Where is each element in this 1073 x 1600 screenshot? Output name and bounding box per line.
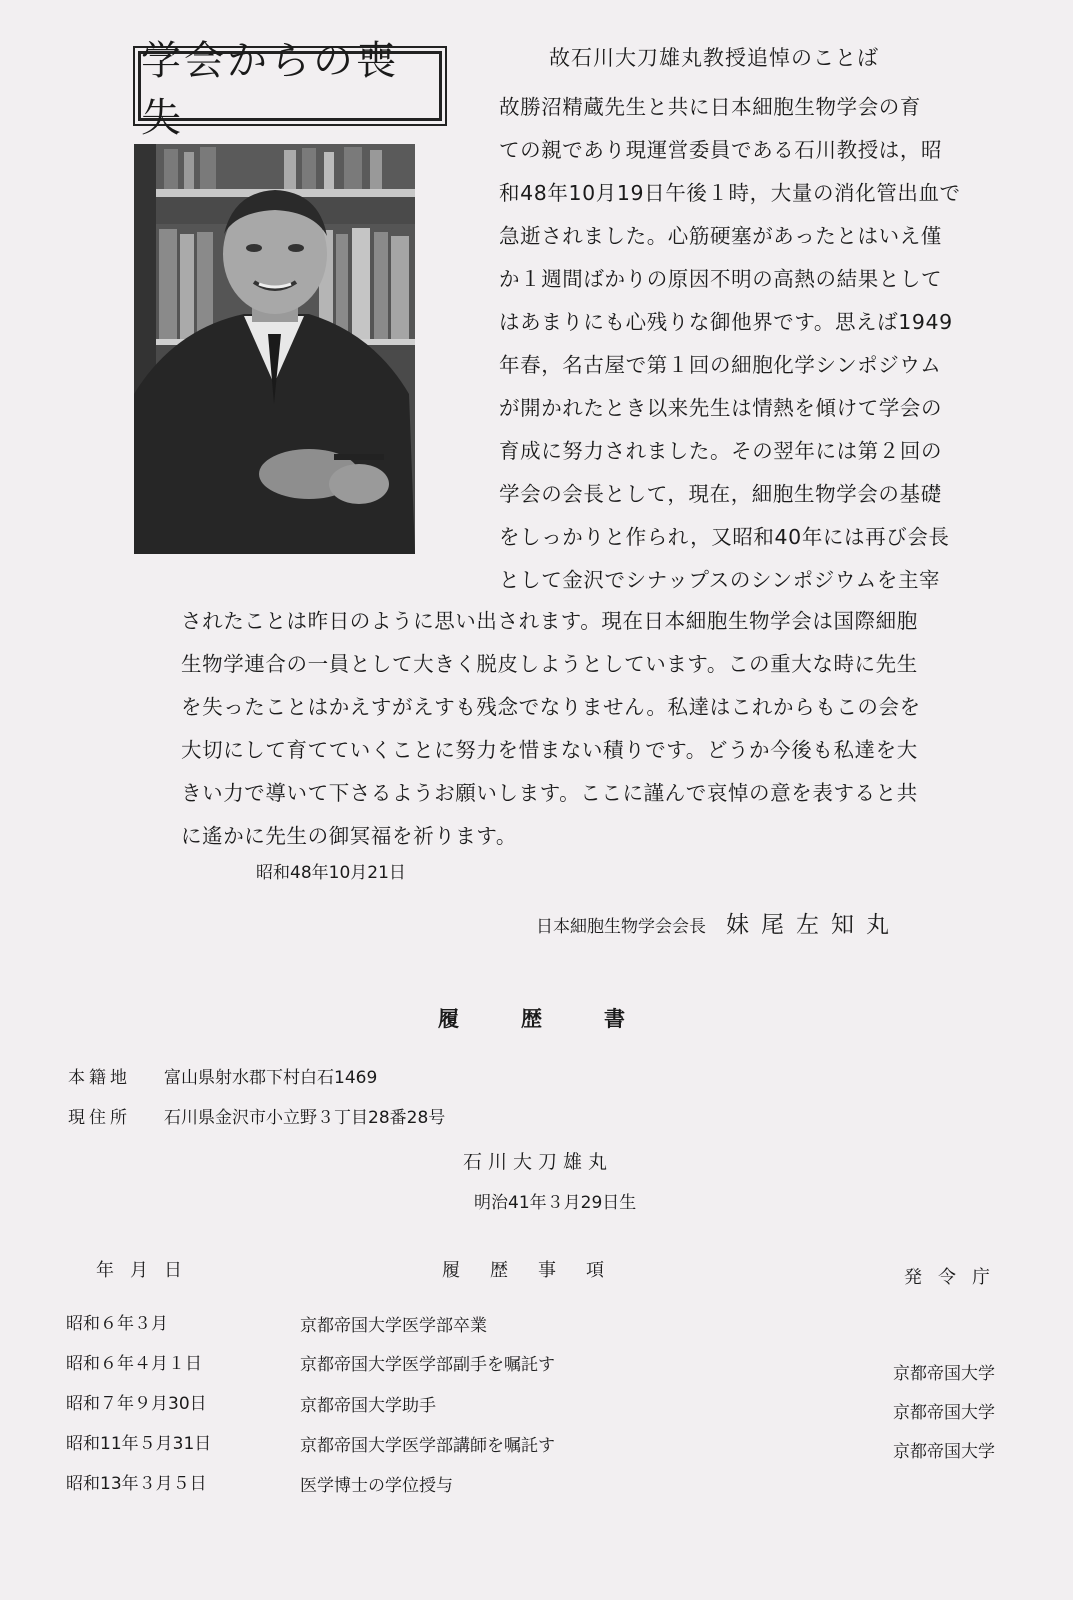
cv-name: 石川大刀雄丸 [463,1151,614,1173]
row-office: 京都帝国大学 [893,1442,995,1462]
memorial-line: として金沢でシナップスのシンポジウムを主宰 [499,568,941,592]
cv-birth: 明治41年３月29日生 [474,1193,637,1213]
header-event: 履歴事項 [442,1260,634,1281]
memorial-line: 大切にして育てていくことに努力を惜まない積りです。どうか今後も私達を大 [181,738,918,762]
row-date: 昭和11年５月31日 [66,1434,212,1454]
memorial-line: 急逝されました。心筋硬塞があったとはいえ僅 [499,224,942,248]
section-title-box [133,38,447,141]
row-date: 昭和６年３月 [66,1314,168,1334]
cv-honseki [68,1063,377,1088]
header-office: 発令庁 [904,1267,1006,1288]
honseki-label: 本籍地 [68,1068,131,1088]
memorial-line: が開かれたとき以来先生は情熱を傾けて学会の [499,396,943,420]
memorial-line: に遙かに先生の御冥福を祈ります。 [181,824,517,848]
memorial-line: されたことは昨日のように思い出されます。現在日本細胞生物学会は国際細胞 [181,609,918,633]
row-office: 京都帝国大学 [893,1364,995,1384]
row-event: 京都帝国大学医学部講師を嘱託す [300,1436,555,1456]
memorial-date: 昭和48年10月21日 [256,863,406,883]
address-label: 現住所 [68,1108,131,1128]
row-event: 京都帝国大学助手 [300,1396,436,1416]
cv-address [68,1103,445,1128]
row-date: 昭和６年４月１日 [66,1354,202,1374]
memorial-heading: 故石川大刀雄丸教授追悼のことば [549,46,879,70]
section-title: 学会からの喪失 [138,51,442,121]
row-event: 医学博士の学位授与 [300,1476,453,1496]
memorial-signature [536,906,901,939]
cv-title: 履歴書 [438,1007,687,1031]
memorial-line: 生物学連合の一員として大きく脱皮しようとしています。この重大な時に先生 [181,652,918,676]
address-value: 石川県金沢市小立野３丁目28番28号 [164,1108,446,1128]
row-event: 京都帝国大学医学部副手を嘱託す [300,1355,555,1375]
header-date: 年月日 [96,1260,198,1281]
portrait-photo [134,144,415,554]
memorial-line: をしっかりと作られ，又昭和40年には再び会長 [499,525,950,549]
memorial-line: を失ったことはかえすがえすも残念でなりません。私達はこれからもこの会を [181,695,921,719]
row-office: 京都帝国大学 [893,1403,995,1423]
memorial-line: 和48年10月19日午後１時，大量の消化管出血で [499,181,961,205]
memorial-line: 年春，名古屋で第１回の細胞化学シンポジウム [499,353,942,377]
portrait-illustration [134,144,415,554]
memorial-line: 学会の会長として，現在，細胞生物学会の基礎 [499,482,942,506]
signature-title: 日本細胞生物学会会長 [536,917,706,937]
row-event: 京都帝国大学医学部卒業 [300,1316,487,1336]
memorial-line: 育成に努力されました。その翌年には第２回の [499,439,943,463]
memorial-line: 故勝沼精蔵先生と共に日本細胞生物学会の育 [499,95,921,119]
memorial-line: ての親であり現運営委員である石川教授は，昭 [499,138,943,162]
memorial-text-right [499,86,979,602]
honseki-value: 富山県射水郡下村白石1469 [164,1068,378,1088]
memorial-line: か１週間ばかりの原因不明の高熱の結果として [499,267,943,291]
row-date: 昭和13年３月５日 [66,1474,207,1494]
memorial-line: はあまりにも心残りな御他界です。思えば1949 [499,310,953,334]
signature-name: 妹尾左知丸 [726,912,901,938]
memorial-line: きい力で導いて下さるようお願いします。ここに謹んで哀悼の意を表すると共 [181,781,918,805]
memorial-text-full [181,600,981,858]
row-date: 昭和７年９月30日 [66,1394,207,1414]
